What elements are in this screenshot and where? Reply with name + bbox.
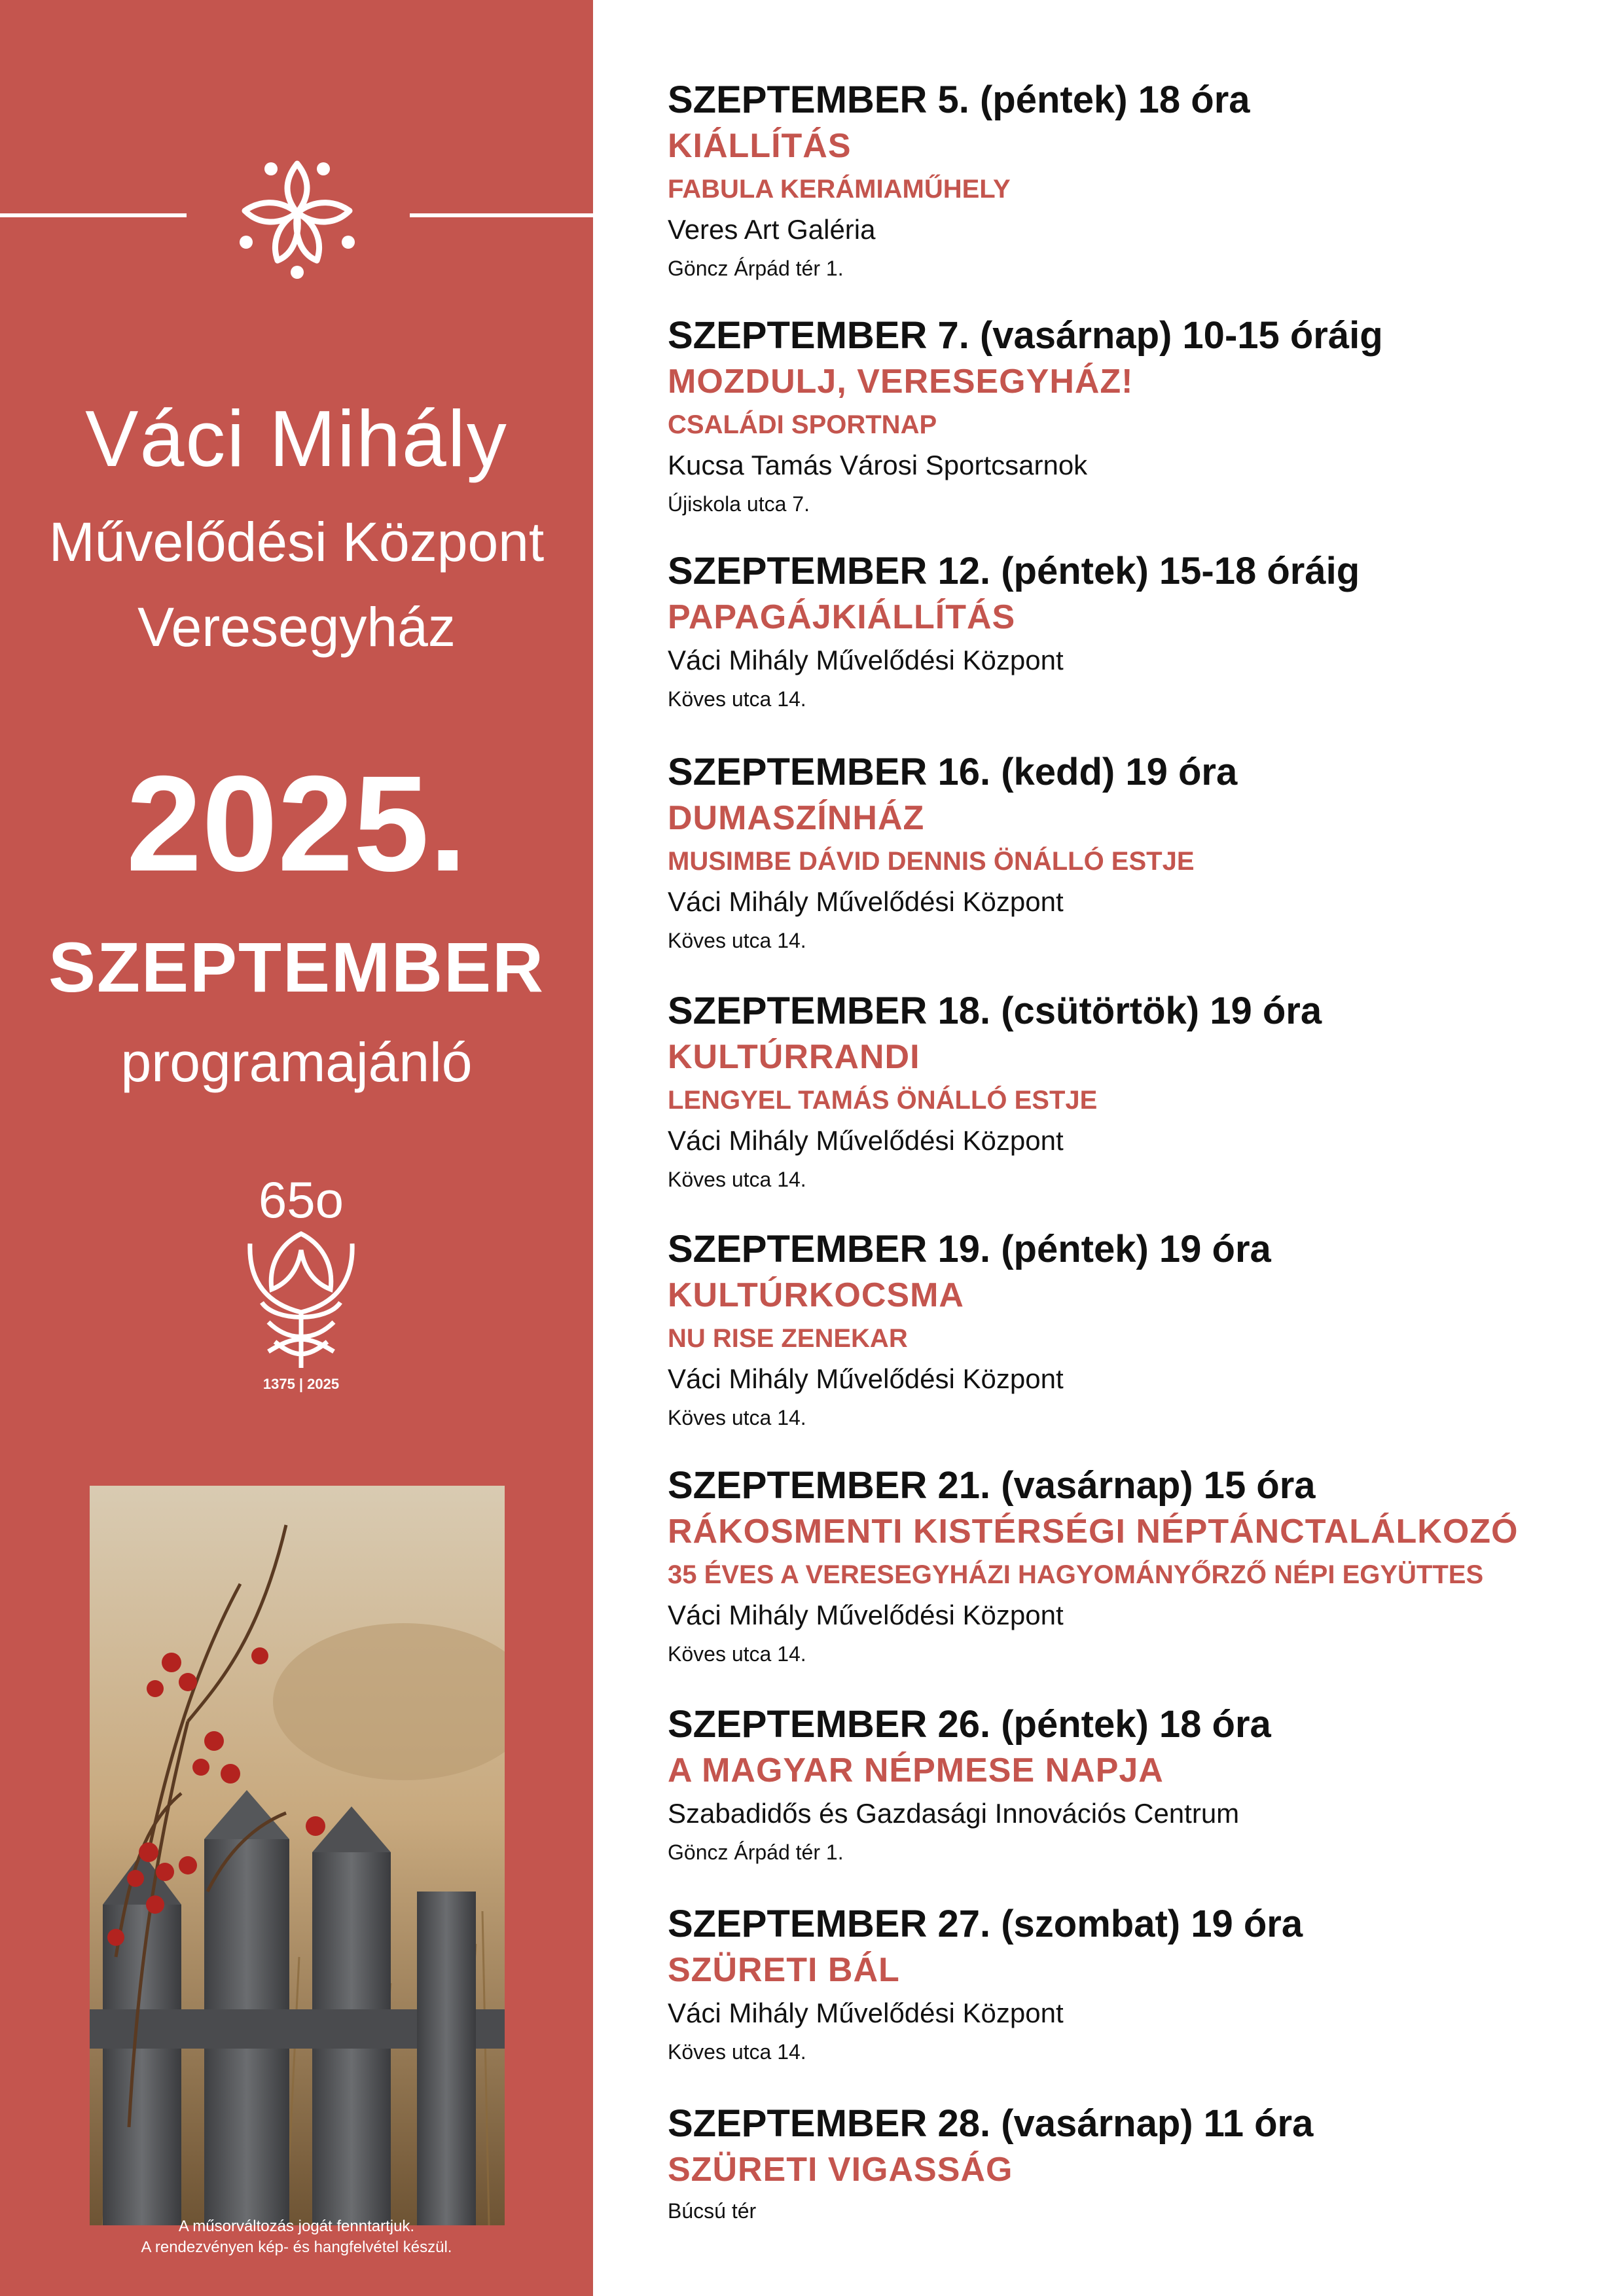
event-date: SZEPTEMBER 16. (kedd) 19 óra	[668, 751, 1238, 793]
event-address: Köves utca 14.	[668, 929, 806, 952]
event-venue: Veres Art Galéria	[668, 214, 876, 245]
event-venue: Váci Mihály Művelődési Központ	[668, 645, 1064, 675]
event-address: Köves utca 14.	[668, 687, 806, 711]
event-date: SZEPTEMBER 5. (péntek) 18 óra	[668, 79, 1250, 121]
month-heading: SZEPTEMBER	[48, 927, 545, 1007]
event-item	[668, 548, 1610, 717]
event-venue: Kucsa Tamás Városi Sportcsarnok	[668, 450, 1088, 480]
event-item	[668, 1702, 1610, 1871]
event-venue: Váci Mihály Művelődési Központ	[668, 886, 1064, 917]
event-subtitle: CSALÁDI SPORTNAP	[668, 410, 937, 439]
anniversary-years: 1375 | 2025	[262, 1376, 340, 1392]
event-title: KIÁLLÍTÁS	[668, 127, 852, 165]
event-item	[668, 313, 1610, 522]
event-venue: Váci Mihály Művelődési Központ	[668, 1998, 1064, 2028]
event-subtitle: 35 ÉVES A VERESEGYHÁZI HAGYOMÁNYŐRZŐ NÉPI EGYÜTTES	[668, 1560, 1484, 1589]
event-title: RÁKOSMENTI KISTÉRSÉGI NÉPTÁNCTALÁLKOZÓ	[668, 1513, 1519, 1551]
disclaimer-line2: A rendezvényen kép- és hangfelvétel készül.	[141, 2238, 452, 2256]
org-name-line2: Művelődési Központ	[48, 511, 545, 573]
autumn-fence-photo	[90, 1486, 505, 2225]
event-subtitle: FABULA KERÁMIAMŰHELY	[668, 175, 1011, 204]
program-subtitle: programajánló	[120, 1031, 473, 1093]
event-date: SZEPTEMBER 21. (vasárnap) 15 óra	[668, 1464, 1316, 1507]
event-title: SZÜRETI VIGASSÁG	[668, 2151, 1013, 2189]
event-title: DUMASZÍNHÁZ	[668, 799, 925, 837]
event-date: SZEPTEMBER 18. (csütörtök) 19 óra	[668, 990, 1322, 1032]
event-title: KULTÚRKOCSMA	[668, 1276, 964, 1314]
event-date: SZEPTEMBER 12. (péntek) 15-18 óráig	[668, 550, 1360, 592]
event-item	[668, 988, 1610, 1198]
event-title: KULTÚRRANDI	[668, 1038, 920, 1076]
event-item	[668, 749, 1610, 959]
event-address: Köves utca 14.	[668, 2040, 806, 2064]
anniversary-number: 65o	[258, 1172, 344, 1229]
event-title: PAPAGÁJKIÁLLÍTÁS	[668, 598, 1016, 636]
event-venue: Váci Mihály Művelődési Központ	[668, 1600, 1064, 1630]
event-title: A MAGYAR NÉPMESE NAPJA	[668, 1751, 1164, 1789]
event-item	[668, 1901, 1610, 2070]
event-item	[668, 1463, 1610, 1672]
divider-right	[410, 213, 593, 217]
event-item	[668, 2101, 1610, 2229]
sidebar	[0, 0, 593, 2296]
disclaimer-notes	[0, 2216, 593, 2258]
anniversary-logo	[242, 1172, 360, 1394]
event-date: SZEPTEMBER 26. (péntek) 18 óra	[668, 1703, 1271, 1746]
tulip-icon	[250, 1234, 352, 1368]
event-subtitle: NU RISE ZENEKAR	[668, 1324, 908, 1353]
event-item	[668, 1227, 1610, 1436]
event-item	[668, 77, 1610, 287]
org-city: Veresegyház	[137, 596, 456, 658]
event-date: SZEPTEMBER 28. (vasárnap) 11 óra	[668, 2102, 1314, 2145]
event-venue: Váci Mihály Művelődési Központ	[668, 1363, 1064, 1394]
org-name-line1: Váci Mihály	[85, 394, 508, 483]
event-date: SZEPTEMBER 19. (péntek) 19 óra	[668, 1228, 1271, 1270]
disclaimer-line1: A műsorváltozás jogát fenntartjuk.	[178, 2217, 415, 2235]
event-address: Újiskola utca 7.	[668, 492, 810, 516]
year-heading: 2025.	[126, 748, 467, 900]
event-venue: Szabadidős és Gazdasági Innovációs Centrum	[668, 1798, 1240, 1829]
divider-left	[0, 213, 187, 217]
event-date: SZEPTEMBER 27. (szombat) 19 óra	[668, 1903, 1303, 1945]
flower-logo-icon	[232, 151, 363, 281]
event-date: SZEPTEMBER 7. (vasárnap) 10-15 óráig	[668, 314, 1383, 357]
event-address: Búcsú tér	[668, 2199, 757, 2223]
event-title: SZÜRETI BÁL	[668, 1951, 900, 1989]
event-subtitle: MUSIMBE DÁVID DENNIS ÖNÁLLÓ ESTJE	[668, 847, 1195, 876]
event-address: Göncz Árpád tér 1.	[668, 1840, 844, 1864]
event-address: Göncz Árpád tér 1.	[668, 257, 844, 280]
event-address: Köves utca 14.	[668, 1406, 806, 1429]
event-address: Köves utca 14.	[668, 1642, 806, 1666]
event-address: Köves utca 14.	[668, 1168, 806, 1191]
event-subtitle: LENGYEL TAMÁS ÖNÁLLÓ ESTJE	[668, 1086, 1098, 1115]
event-title: MOZDULJ, VERESEGYHÁZ!	[668, 363, 1134, 401]
event-venue: Váci Mihály Művelődési Központ	[668, 1125, 1064, 1156]
